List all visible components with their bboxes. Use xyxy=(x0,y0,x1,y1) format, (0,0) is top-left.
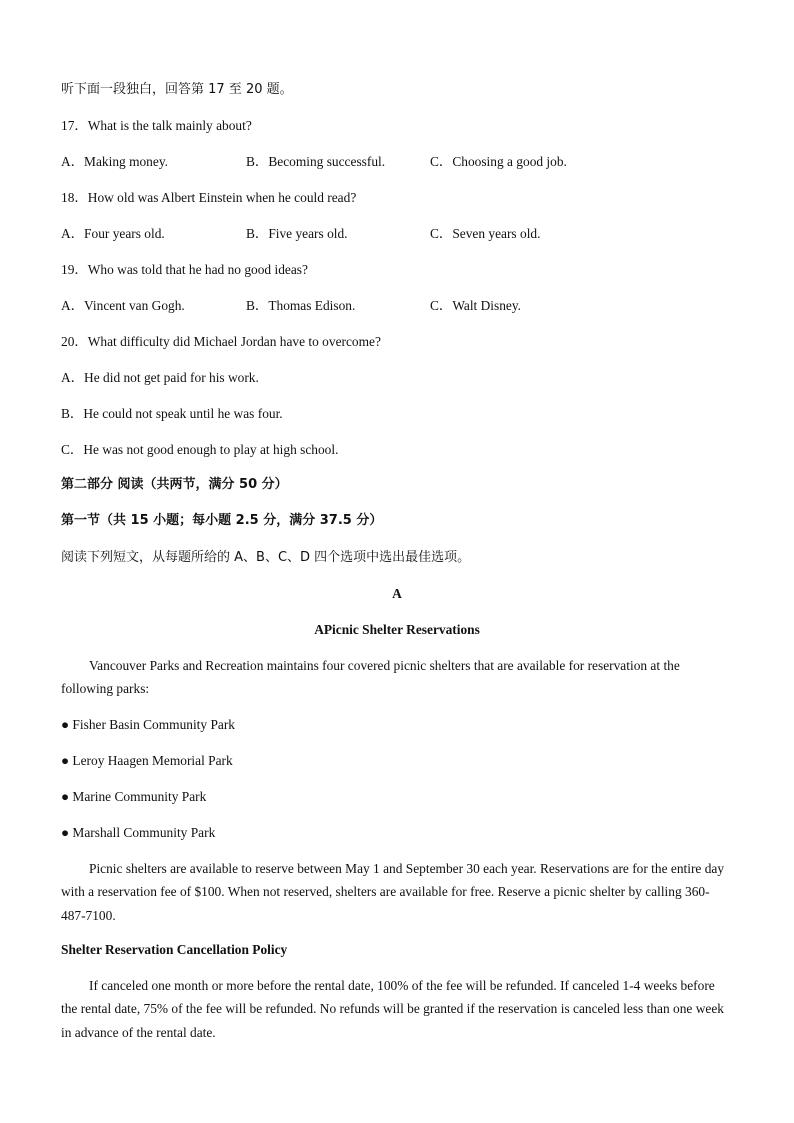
question-19-option-b: B．Thomas Edison. xyxy=(246,298,356,313)
question-18-option-b: B．Five years old. xyxy=(246,226,348,241)
question-17-option-b: B．Becoming successful. xyxy=(246,154,386,169)
question-19-option-a: A．Vincent van Gogh. xyxy=(61,298,185,313)
question-18-stem: 18．How old was Albert Einstein when he could read? xyxy=(61,190,357,205)
passage-paragraph-1: Vancouver Parks and Recreation maintains four covered picnic shelters that are available for reservation at the following parks: xyxy=(61,658,680,697)
question-18-option-c: C．Seven years old. xyxy=(430,226,541,241)
question-20-stem: 20．What difficulty did Michael Jordan have to overcome? xyxy=(61,334,381,349)
reading-instruction: 阅读下列短文，从每题所给的 A、B、C、D 四个选项中选出最佳选项。 xyxy=(61,550,471,565)
listening-instruction: 听下面一段独白，回答第 17 至 20 题。 xyxy=(61,82,293,97)
park-list-item: ● Leroy Haagen Memorial Park xyxy=(61,753,233,768)
question-20-option-c: C．He was not good enough to play at high school. xyxy=(61,442,339,457)
passage-paragraph-3: If canceled one month or more before the rental date, 100% of the fee will be refunded. If canceled 1-4 weeks before the rental date, 75% of the fee will be refunded. No refunds will be granted if the reservation is canceled less than one week in advance of the rental date. xyxy=(61,978,724,1040)
passage-label: A xyxy=(392,586,402,601)
question-20-option-b: B．He could not speak until he was four. xyxy=(61,406,283,421)
cancellation-policy-heading: Shelter Reservation Cancellation Policy xyxy=(61,942,288,957)
question-17-option-c: C．Choosing a good job. xyxy=(430,154,567,169)
passage-paragraph-2: Picnic shelters are available to reserve between May 1 and September 30 each year. Reservations are for the entire day with a reservation fee of $100. When not reserved, shelters are available for free. Reserve a picnic shelter by calling 360-487-7100. xyxy=(61,861,725,923)
park-list-item: ● Fisher Basin Community Park xyxy=(61,717,235,732)
part-two-title: 第二部分 阅读（共两节，满分 50 分） xyxy=(61,477,288,492)
passage-title: APicnic Shelter Reservations xyxy=(314,622,480,637)
section-one-title: 第一节（共 15 小题；每小题 2.5 分，满分 37.5 分） xyxy=(61,513,383,528)
question-19-option-c: C．Walt Disney. xyxy=(430,298,522,313)
question-19-stem: 19．Who was told that he had no good ideas? xyxy=(61,262,308,277)
park-list-item: ● Marshall Community Park xyxy=(61,825,216,840)
question-17-stem: 17．What is the talk mainly about? xyxy=(61,118,252,133)
question-18-option-a: A．Four years old. xyxy=(61,226,165,241)
park-list-item: ● Marine Community Park xyxy=(61,789,207,804)
question-17-option-a: A．Making money. xyxy=(61,154,168,169)
question-20-option-a: A．He did not get paid for his work. xyxy=(61,370,259,385)
